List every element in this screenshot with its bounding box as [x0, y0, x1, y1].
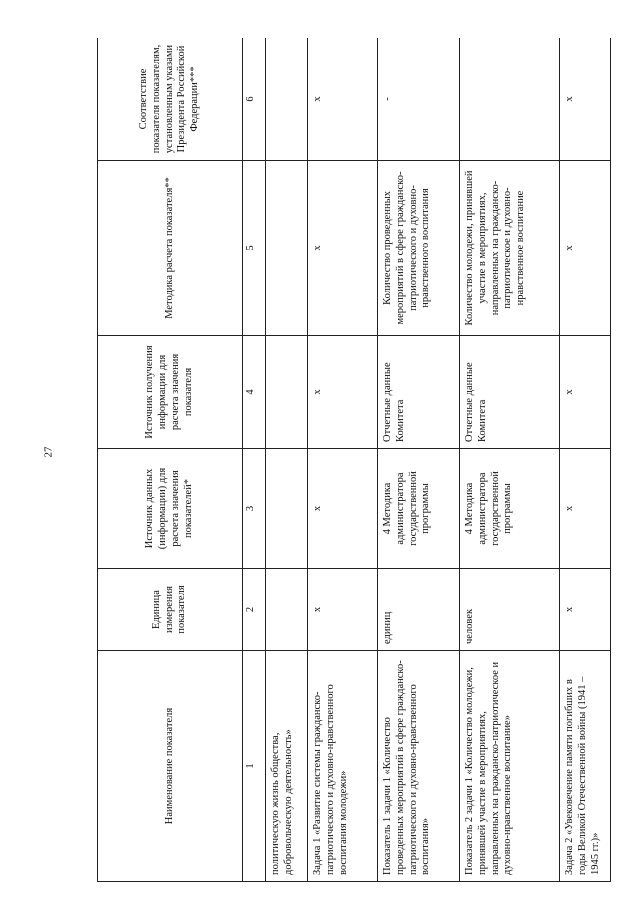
header-decree-compliance: Соответствие показателя показателям, установленным указами Президента Российской Федерации*** — [98, 38, 243, 161]
cell-calc-method: x — [308, 161, 378, 336]
table-row — [460, 38, 560, 882]
cell-unit: человек — [460, 569, 560, 651]
cell-info-source: Отчетные данные Комитета — [460, 336, 560, 449]
header-data-source: Источник данных (информации) для расчета значения показателей* — [98, 449, 243, 569]
table-row — [308, 38, 378, 882]
indicators-table — [97, 38, 611, 882]
cell-indicator-name: политическую жизнь общества, добровольческую деятельность» — [266, 651, 308, 882]
cell-decree-compliance — [266, 38, 308, 161]
cell-data-source: x — [308, 449, 378, 569]
cell-calc-method: Количество молодежи, принявшей участие в мероприятиях, направленных на гражданско-патриотическое и духовно-нравственное воспитание — [460, 161, 560, 336]
cell-unit: единиц — [378, 569, 460, 651]
header-unit: Единица измерения показателя — [98, 569, 243, 651]
table-row — [378, 38, 460, 882]
cell-decree-compliance: x — [308, 38, 378, 161]
column-number: 5 — [243, 161, 266, 336]
cell-unit: x — [308, 569, 378, 651]
cell-info-source: x — [308, 336, 378, 449]
cell-unit — [266, 569, 308, 651]
column-number: 1 — [243, 651, 266, 882]
table-frame — [97, 38, 611, 882]
cell-data-source: 4 Методика администратора государственной программы — [460, 449, 560, 569]
cell-calc-method — [266, 161, 308, 336]
cell-decree-compliance — [460, 38, 560, 161]
cell-indicator-name: Показатель 2 задачи 1 «Количество молодежи, принявшей участие в мероприятиях, направленных на гражданско-патриотическое и духовно-нравственное воспитание» — [460, 651, 560, 882]
rotated-table-container — [97, 38, 611, 882]
cell-decree-compliance: - — [378, 38, 460, 161]
cell-calc-method: Количество проведенных мероприятий в сфере гражданско-патриотического и духовно-нравственного воспитания — [378, 161, 460, 336]
cell-info-source: Отчетные данные Комитета — [378, 336, 460, 449]
cell-info-source: x — [560, 336, 611, 449]
cell-info-source — [266, 336, 308, 449]
column-number: 6 — [243, 38, 266, 161]
header-indicator-name: Наименование показателя — [98, 651, 243, 882]
cell-decree-compliance: x — [560, 38, 611, 161]
cell-calc-method: x — [560, 161, 611, 336]
header-info-source: Источник получения информации для расчета значения показателя — [98, 336, 243, 449]
column-number: 3 — [243, 449, 266, 569]
cell-data-source — [266, 449, 308, 569]
cell-data-source: x — [560, 449, 611, 569]
cell-indicator-name: Задача 1 «Развитие системы гражданско-патриотического и духовно-нравственного воспитания молодежи» — [308, 651, 378, 882]
header-calc-method: Методика расчета показателя** — [98, 161, 243, 336]
cell-indicator-name: Задача 2 «Увековечение памяти погибших в годы Великой Отечественной войны (1941 – 1945 гг.)» — [560, 651, 611, 882]
column-number: 4 — [243, 336, 266, 449]
column-numbers-row — [243, 38, 266, 882]
cell-unit: x — [560, 569, 611, 651]
cell-data-source: 4 Методика администратора государственной программы — [378, 449, 460, 569]
header-row — [98, 38, 243, 882]
cell-indicator-name: Показатель 1 задачи 1 «Количество проведенных мероприятий в сфере гражданско-патриотического и духовно-нравственного воспитания» — [378, 651, 460, 882]
table-row — [560, 38, 611, 882]
column-number: 2 — [243, 569, 266, 651]
page-number: 27 — [42, 446, 55, 458]
table-row — [266, 38, 308, 882]
